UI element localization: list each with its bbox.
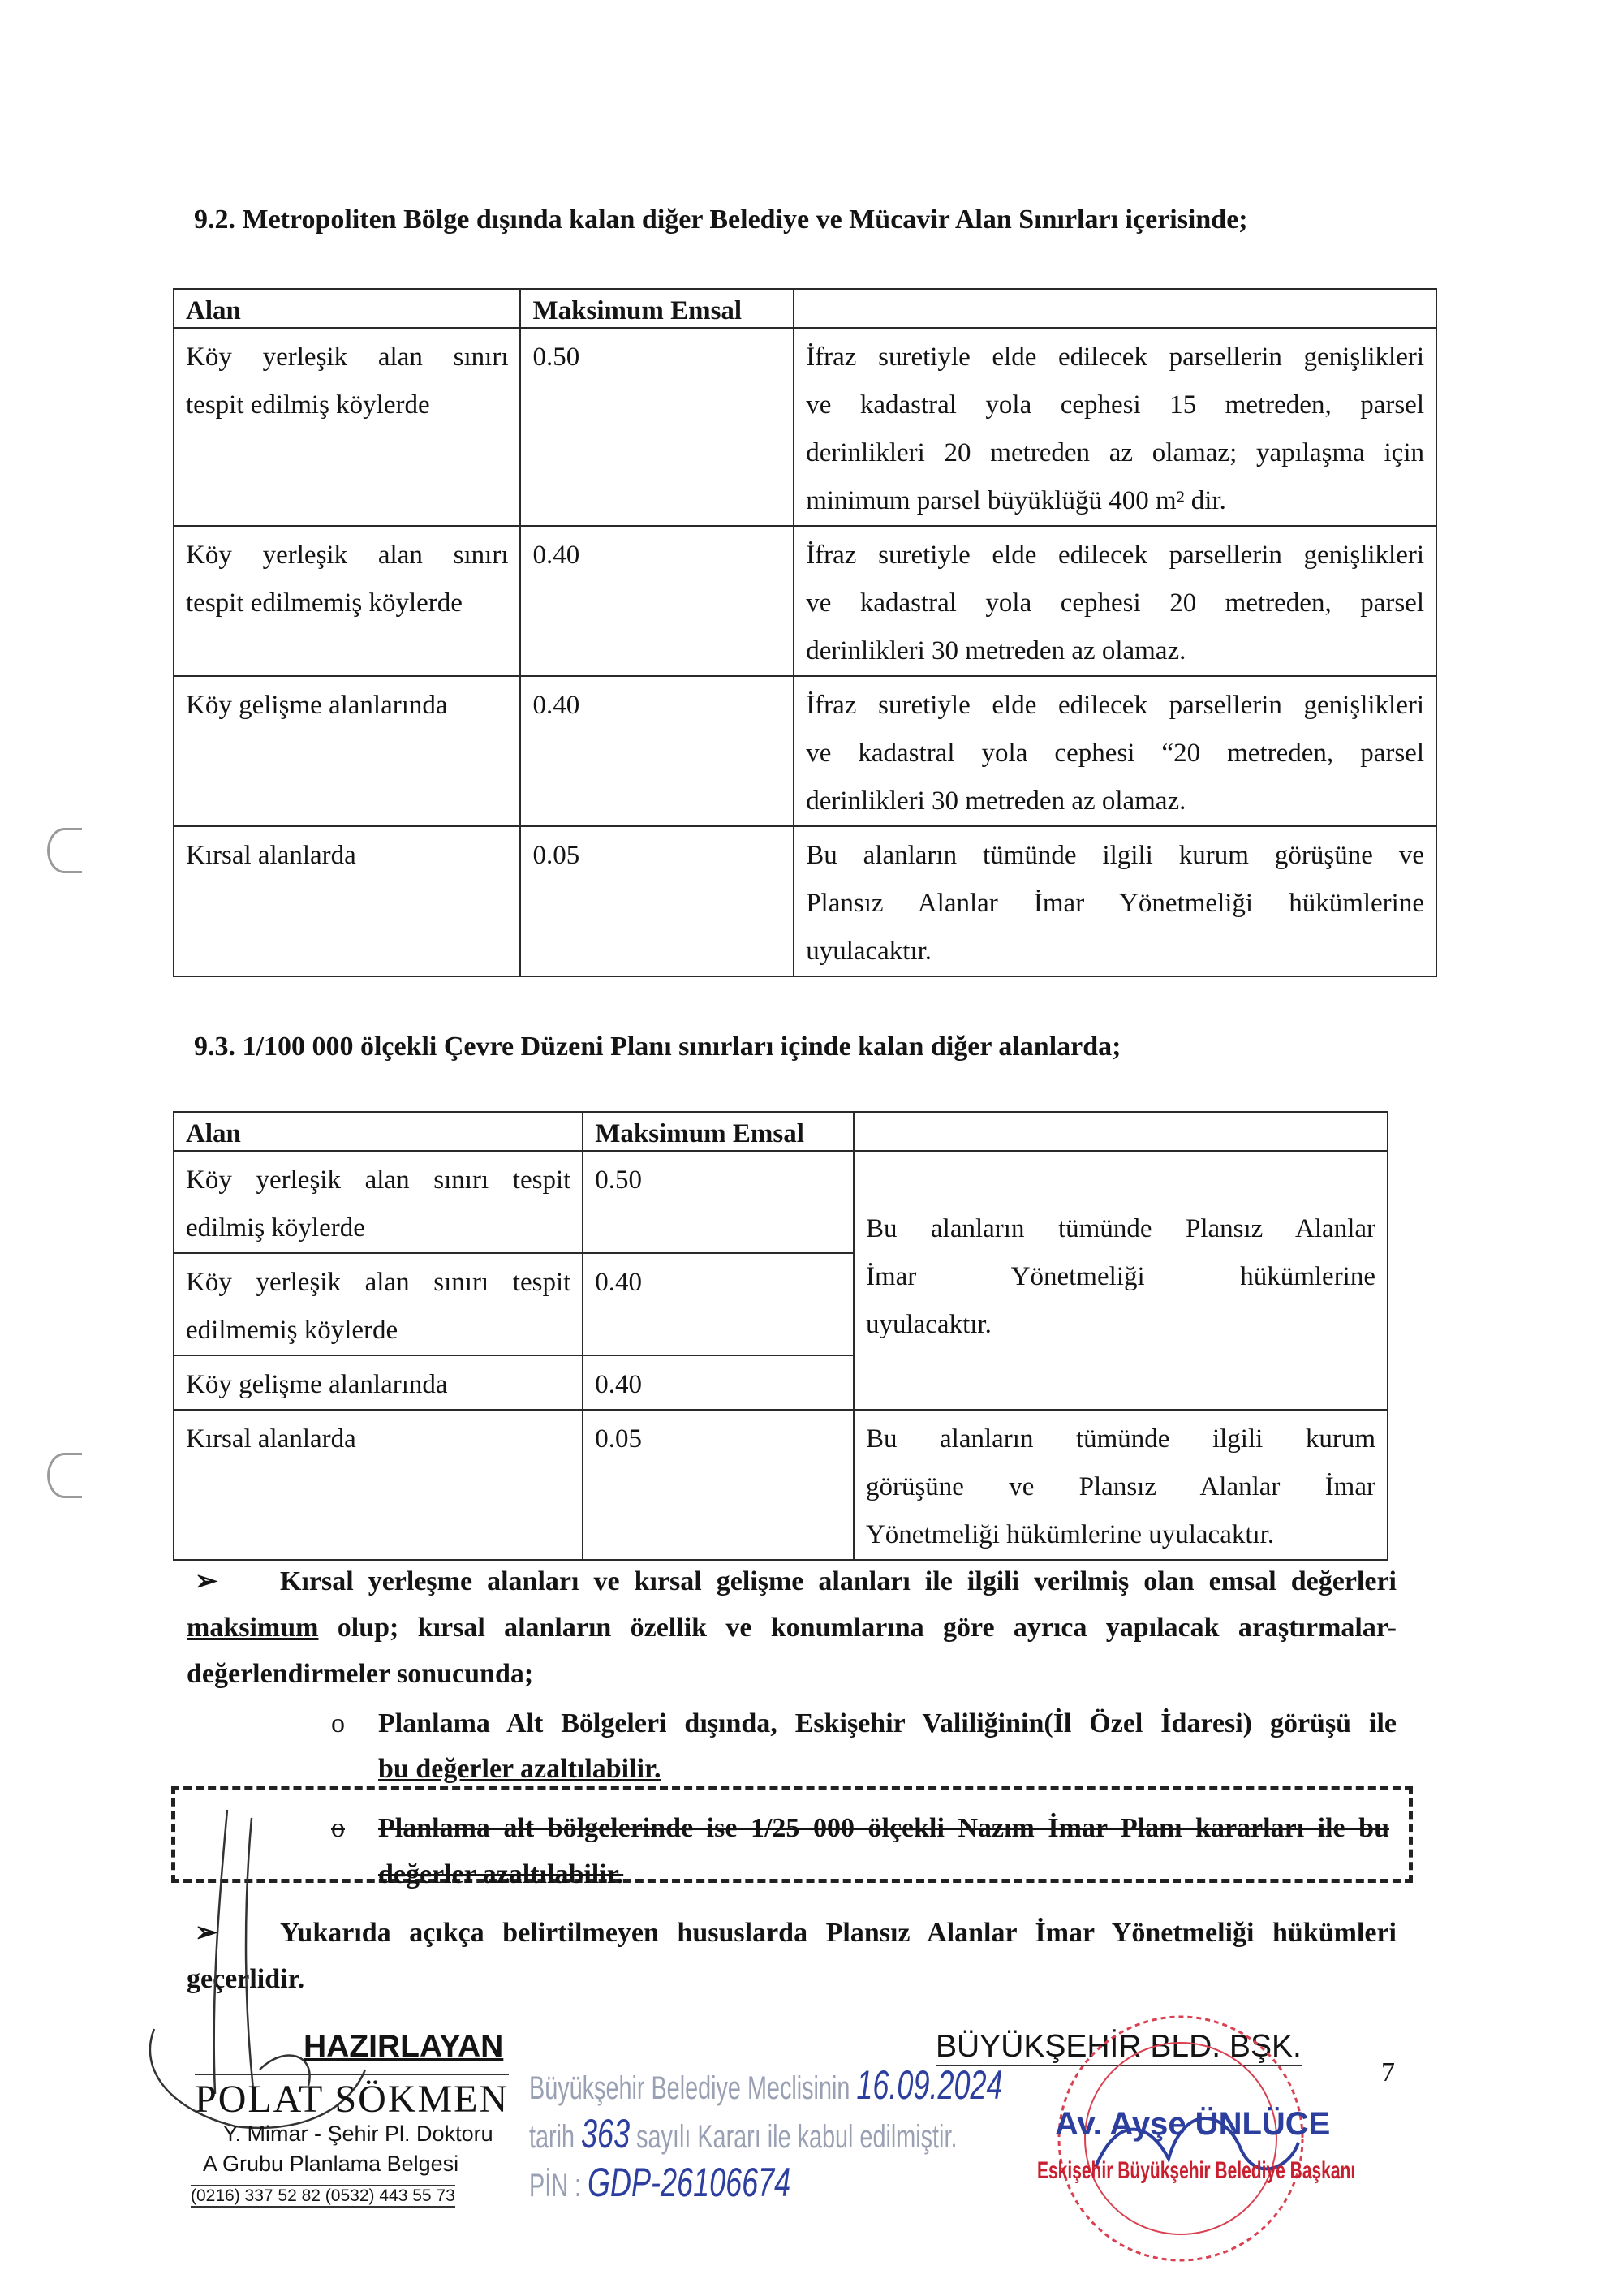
table-9-2 xyxy=(173,288,1437,977)
emsal-cell: 0.50 xyxy=(520,328,794,526)
table-row xyxy=(174,1151,1388,1253)
emsal-cell: 0.40 xyxy=(520,526,794,676)
table-header-row xyxy=(174,289,1436,328)
note-line: ve kadastral yola cephesi 20 metreden, parsel xyxy=(806,588,1424,618)
table-9-3 xyxy=(173,1111,1388,1561)
council-number: 363 xyxy=(581,2111,631,2156)
note-cell xyxy=(854,1410,1388,1560)
section-9-3-heading: 9.3. 1/100 000 ölçekli Çevre Düzeni Planı sınırları içinde kalan diğer alanlarda; xyxy=(194,1032,1121,1062)
column-header-alan: Alan xyxy=(174,289,520,328)
sub-note-1-line-1: Planlama Alt Bölgeleri dışında, Eskişehir Valiliğinin(İl Özel İdaresi) görüşü ile xyxy=(378,1708,1397,1738)
council-approval-line-2 xyxy=(529,2110,957,2157)
council-text: sayılı Kararı ile kabul edilmiştir. xyxy=(636,2119,958,2155)
circle-bullet-icon: o xyxy=(331,1708,345,1738)
note-line: İmar Yönetmeliği hükümlerine xyxy=(865,1262,1375,1291)
emsal-cell: 0.50 xyxy=(583,1151,854,1253)
note-line: İfraz suretiyle elde edilecek parsellerin genişlikleri xyxy=(806,342,1424,372)
note-line: Bu alanların tümünde ilgili kurum xyxy=(865,1424,1375,1454)
alan-line: Köy yerleşik alan sınırı xyxy=(186,342,509,372)
alan-cell xyxy=(174,328,520,526)
table-row xyxy=(174,1410,1388,1560)
note-1-text: olup; kırsal alanların özellik ve konumlarına göre ayrıca yapılacak araştırmalar- xyxy=(318,1613,1397,1643)
mayor-name: Av. Ayşe ÜNLÜCE xyxy=(1055,2106,1331,2142)
merged-note-cell xyxy=(854,1151,1388,1410)
note-2-line-2: geçerlidir. xyxy=(187,1964,305,1994)
circle-bullet-icon: o xyxy=(331,1813,345,1843)
alan-line: Kırsal alanlarda xyxy=(186,1424,356,1454)
alan-line: edilmemiş köylerde xyxy=(186,1316,398,1345)
note-line: Bu alanların tümünde Plansız Alanlar xyxy=(865,1214,1375,1243)
table-row xyxy=(174,328,1436,526)
preparer-phone: (0216) 337 52 82 (0532) 443 55 73 xyxy=(191,2185,455,2208)
council-date: 16.09.2024 xyxy=(856,2062,1003,2108)
alan-cell xyxy=(174,1253,583,1355)
note-1-line-1: Kırsal yerleşme alanları ve kırsal gelişme alanları ile ilgili verilmiş olan emsal değerleri xyxy=(280,1566,1397,1596)
alan-line: Köy yerleşik alan sınırı tespit xyxy=(186,1268,571,1297)
note-2-line-1: Yukarıda açıkça belirtilmeyen hususlarda Plansız Alanlar İmar Yönetmeliği hükümleri xyxy=(280,1918,1397,1948)
note-line: derinlikleri 30 metreden az olamaz. xyxy=(806,786,1186,816)
alan-cell xyxy=(174,1151,583,1253)
table-row xyxy=(174,676,1436,826)
alan-line: Kırsal alanlarda xyxy=(186,841,356,870)
alan-line: tespit edilmemiş köylerde xyxy=(186,588,463,618)
emsal-cell: 0.40 xyxy=(583,1355,854,1410)
sub-note-2-line-1: Planlama alt bölgelerinde ise 1/25 000 ölçekli Nazım İmar Planı kararları ile bu xyxy=(378,1813,1389,1843)
note-line: uyulacaktır. xyxy=(865,1310,992,1339)
mayor-label: BÜYÜKŞEHİR BLD. BŞK. xyxy=(936,2029,1302,2066)
note-cell xyxy=(794,826,1436,976)
note-cell xyxy=(794,676,1436,826)
alan-line: Köy gelişme alanlarında xyxy=(186,1370,448,1399)
note-line: Yönetmeliği hükümlerine uyulacaktır. xyxy=(865,1520,1275,1549)
sub-note-2-line-2: değerler azaltılabilir. xyxy=(378,1859,624,1889)
alan-cell xyxy=(174,1410,583,1560)
page-number: 7 xyxy=(1381,2057,1395,2087)
alan-line: Köy yerleşik alan sınırı tespit xyxy=(186,1165,571,1195)
emsal-cell: 0.40 xyxy=(583,1253,854,1355)
arrow-bullet-icon: ➢ xyxy=(195,1566,218,1596)
pin-value: GDP-26106674 xyxy=(588,2160,791,2205)
binder-hole-mark xyxy=(47,828,82,873)
note-line: minimum parsel büyüklüğü 400 m² dir. xyxy=(806,486,1226,515)
emsal-cell: 0.05 xyxy=(520,826,794,976)
note-line: derinlikleri 20 metreden az olamaz; yapılaşma için xyxy=(806,438,1424,467)
preparer-name: POLAT SÖKMEN xyxy=(195,2074,509,2122)
note-line: derinlikleri 30 metreden az olamaz. xyxy=(806,636,1186,666)
council-approval-line-1 xyxy=(529,2061,1003,2109)
note-1-line-2 xyxy=(187,1604,1397,1652)
council-text: tarih xyxy=(529,2119,575,2155)
alan-line: tespit edilmiş köylerde xyxy=(186,390,430,420)
alan-cell xyxy=(174,826,520,976)
alan-cell xyxy=(174,676,520,826)
column-header-emsal: Maksimum Emsal xyxy=(520,289,794,328)
note-line: uyulacaktır. xyxy=(806,937,932,966)
table-row xyxy=(174,826,1436,976)
pin-label: PİN : xyxy=(529,2168,582,2203)
note-cell xyxy=(794,328,1436,526)
alan-line: edilmiş köylerde xyxy=(186,1213,365,1243)
note-line: Plansız Alanlar İmar Yönetmeliği hükümlerine xyxy=(806,889,1424,918)
note-1-line-3: değerlendirmeler sonucunda; xyxy=(187,1659,534,1689)
note-line: ve kadastral yola cephesi “20 metreden, parsel xyxy=(806,739,1424,768)
alan-line: Köy gelişme alanlarında xyxy=(186,691,448,720)
column-header-notes xyxy=(794,289,1436,328)
preparer-title: Y. Mimar - Şehir Pl. Doktoru xyxy=(223,2122,493,2146)
mayor-title: Eskişehir Büyükşehir Belediye Başkanı xyxy=(1037,2157,1356,2184)
note-line: İfraz suretiyle elde edilecek parsellerin genişlikleri xyxy=(806,541,1424,570)
emsal-cell: 0.05 xyxy=(583,1410,854,1560)
note-line: Bu alanların tümünde ilgili kurum görüşüne ve xyxy=(806,841,1424,870)
table-header-row xyxy=(174,1112,1388,1151)
note-line: görüşüne ve Plansız Alanlar İmar xyxy=(865,1472,1375,1501)
column-header-emsal: Maksimum Emsal xyxy=(583,1112,854,1151)
note-1-emphasis: maksimum xyxy=(187,1613,319,1643)
section-9-2-heading: 9.2. Metropoliten Bölge dışında kalan diğer Belediye ve Mücavir Alan Sınırları içerisinde; xyxy=(194,205,1248,235)
pin-line xyxy=(529,2159,790,2206)
alan-line: Köy yerleşik alan sınırı xyxy=(186,541,509,570)
council-text: Büyükşehir Belediye Meclisinin xyxy=(529,2070,850,2106)
column-header-alan: Alan xyxy=(174,1112,583,1151)
emsal-cell: 0.40 xyxy=(520,676,794,826)
preparer-certificate: A Grubu Planlama Belgesi xyxy=(203,2152,459,2176)
prepared-by-label: HAZIRLAYAN xyxy=(304,2029,504,2064)
note-line: İfraz suretiyle elde edilecek parsellerin genişlikleri xyxy=(806,691,1424,720)
alan-cell xyxy=(174,526,520,676)
alan-cell xyxy=(174,1355,583,1410)
table-row xyxy=(174,526,1436,676)
arrow-bullet-icon: ➢ xyxy=(195,1918,218,1948)
note-line: ve kadastral yola cephesi 15 metreden, parsel xyxy=(806,390,1424,420)
sub-note-1-line-2: bu değerler azaltılabilir. xyxy=(378,1754,661,1784)
binder-hole-mark xyxy=(47,1453,82,1498)
column-header-notes xyxy=(854,1112,1388,1151)
note-cell xyxy=(794,526,1436,676)
